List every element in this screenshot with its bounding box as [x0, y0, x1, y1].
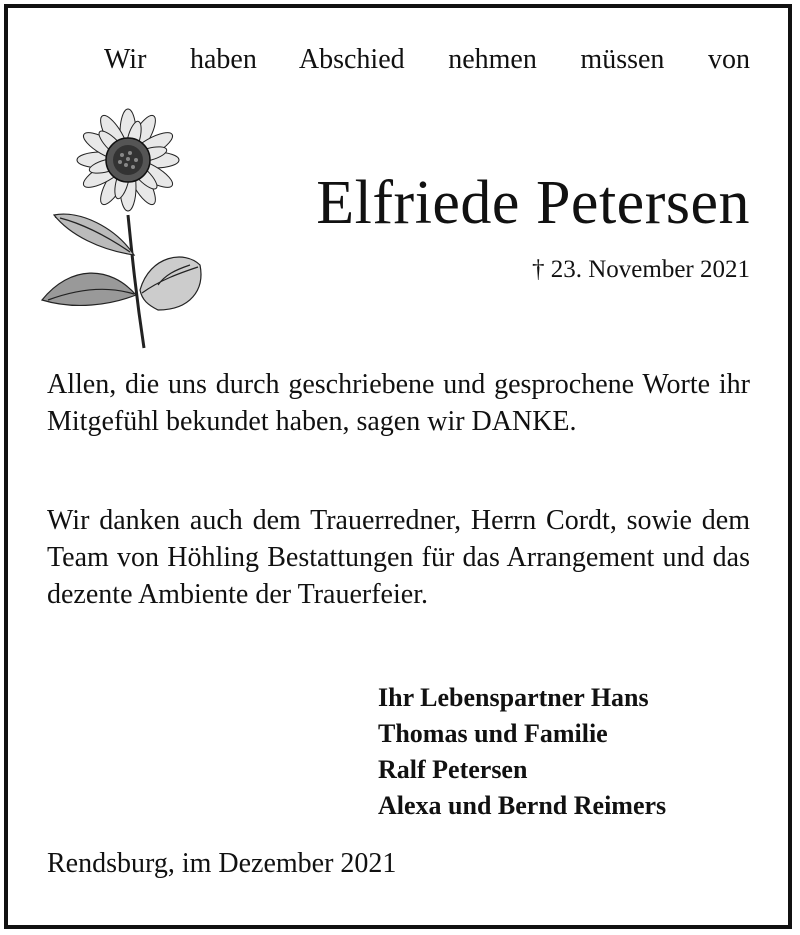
signers-block	[378, 680, 666, 824]
thanks-paragraph: Allen, die uns durch geschriebene und gesprochene Worte ihr Mitgefühl bekundet haben, sagen wir DANKE.	[47, 369, 750, 437]
signer-line: Thomas und Familie	[378, 719, 608, 748]
signer-line: Ralf Petersen	[378, 755, 528, 784]
signer-line: Ihr Lebenspartner Hans	[378, 683, 649, 712]
second-paragraph: Wir danken auch dem Trauerredner, Herrn Cordt, sowie dem Team von Höhling Bestattungen für das Arrangement und das dezente Ambiente der Trauerfeier.	[47, 505, 750, 610]
place-date: Rendsburg, im Dezember 2021	[47, 848, 397, 879]
signer-line: Alexa und Bernd Reimers	[378, 791, 667, 820]
intro-text: Wir haben Abschied nehmen müssen von	[104, 44, 750, 75]
death-date: † 23. November 2021	[531, 256, 750, 283]
deceased-name: Elfriede Petersen	[316, 169, 750, 237]
sunflower-icon	[40, 105, 205, 350]
